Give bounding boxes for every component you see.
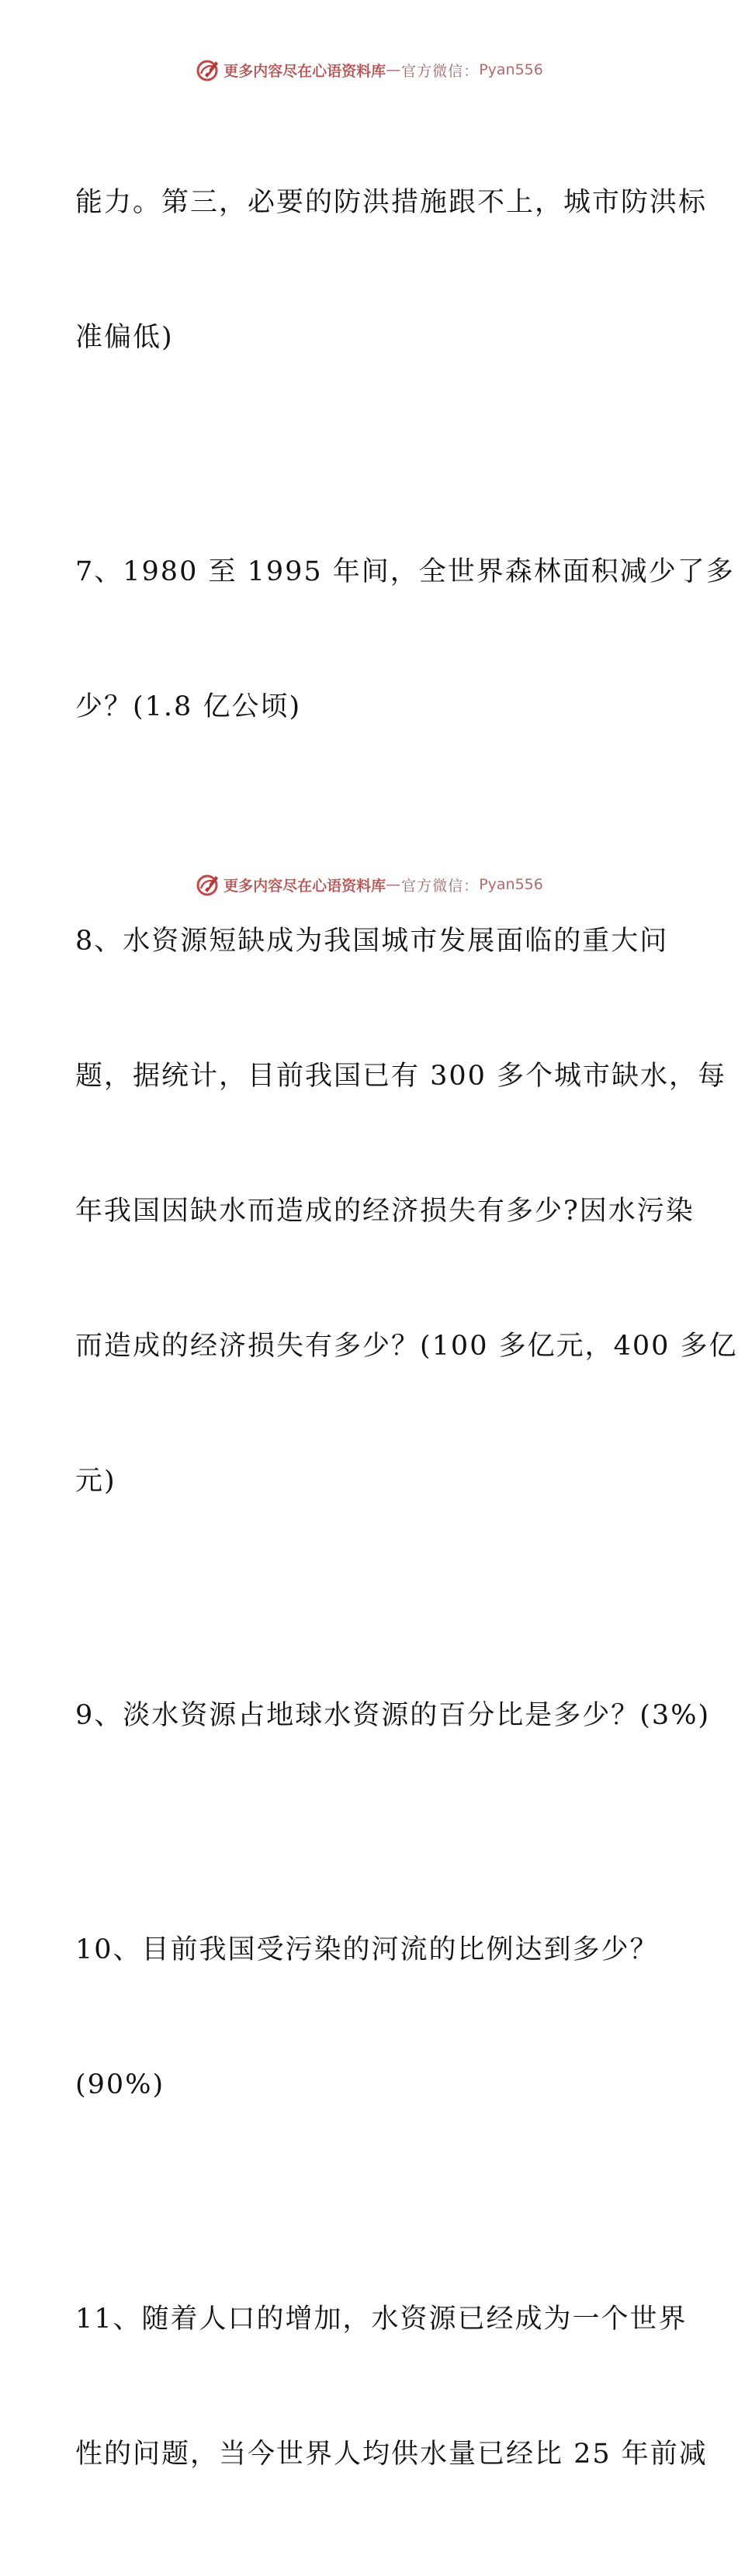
- paragraph-flood-continued: [75, 90, 708, 450]
- question-7: [75, 459, 735, 819]
- text-line: 11、随着人口的增加，水资源已经成为一个世界: [75, 2304, 688, 2335]
- text-line: 性的问题，当今世界人均供水量已经比 25 年前减: [75, 2439, 708, 2470]
- document-body: [75, 90, 738, 2576]
- watermark-mid: 官方微信：: [401, 877, 480, 895]
- question-9: [75, 1603, 711, 1828]
- text-line: 年我国因缺水而造成的经济损失有多少?因水污染: [75, 1196, 695, 1227]
- text-line: 而造成的经济损失有多少？(100 多亿元，400 多亿: [75, 1331, 738, 1362]
- text-line: 10、目前我国受污染的河流的比例达到多少？: [75, 1934, 659, 1965]
- watermark-prefix: 更多内容尽在心语资料库: [223, 62, 386, 80]
- question-8: [75, 829, 738, 1594]
- pen-logo-icon: [194, 871, 220, 898]
- text-line: 元): [75, 1466, 116, 1497]
- text-line: 题，据统计，目前我国已有 300 多个城市缺水，每: [75, 1061, 727, 1092]
- watermark-dash: —: [386, 876, 402, 893]
- text-line: 9、淡水资源占地球水资源的百分比是多少？(3%): [75, 1700, 711, 1731]
- question-10: [75, 1837, 688, 2197]
- footer-watermark: [0, 869, 737, 900]
- watermark-wechat-id: Pyan556: [479, 61, 543, 78]
- watermark-mid: 官方微信：: [401, 62, 480, 80]
- text-line: 7、1980 至 1995 年间，全世界森林面积减少了多: [75, 556, 735, 587]
- text-line: 少？(1.8 亿公顷): [75, 691, 302, 722]
- pen-logo-icon: [194, 57, 220, 83]
- watermark-prefix: 更多内容尽在心语资料库: [223, 877, 386, 895]
- text-line: 8、水资源短缺成为我国城市发展面临的重大问: [75, 926, 669, 957]
- header-watermark: [0, 54, 737, 85]
- text-line: 能力。第三，必要的防洪措施跟不上，城市防洪标: [75, 187, 708, 218]
- watermark-wechat-id: Pyan556: [479, 876, 543, 893]
- watermark-dash: —: [386, 61, 402, 78]
- text-line: 准偏低): [75, 322, 174, 353]
- question-11: [75, 2207, 708, 2567]
- text-line: (90%): [75, 2069, 165, 2100]
